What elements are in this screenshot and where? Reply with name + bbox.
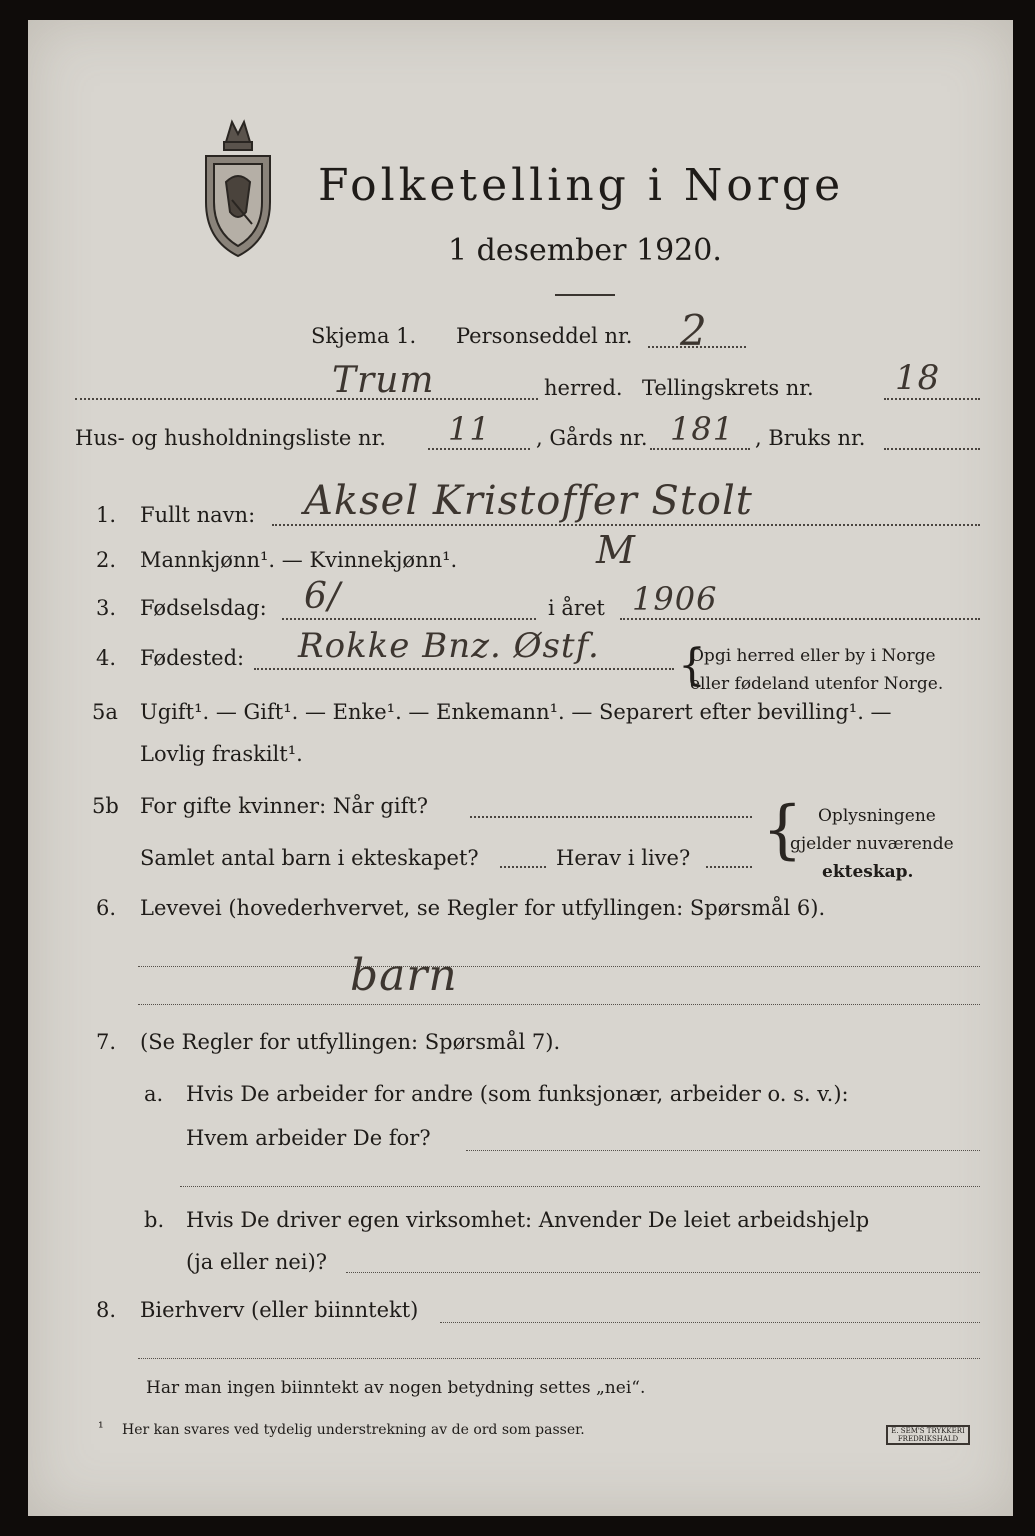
fodselsdag-label: Fødselsdag: (140, 596, 267, 620)
bruks-label: , Bruks nr. (755, 426, 866, 450)
fodested-label: Fødested: (140, 646, 245, 670)
field-1-number: 1. (96, 503, 117, 527)
antal-barn-field-line (500, 866, 546, 868)
hvem-arbeider-field-line (466, 1150, 980, 1151)
field-7b-letter: b. (144, 1208, 165, 1232)
antal-barn-label: Samlet antal barn i ekteskapet? (140, 846, 479, 870)
fodselsaar-value[interactable]: 1906 (632, 580, 718, 618)
arbeider-for-andre-label: Hvis De arbeider for andre (som funksjonær, arbeider o. s. v.): (186, 1082, 849, 1106)
footnote-text: Her kan svares ved tydelig understrekning av de ord som passer. (122, 1422, 585, 1438)
field-5b-number: 5b (92, 794, 119, 818)
fodselsaar-label: i året (548, 596, 605, 620)
tellingskrets-label: Tellingskrets nr. (642, 376, 814, 400)
regler-7-label: (Se Regler for utfyllingen: Spørsmål 7). (140, 1030, 561, 1054)
printer-stamp: E. SEM'S TRYKKERI FREDRIKSHALD (886, 1425, 970, 1445)
field-7a-letter: a. (144, 1082, 164, 1106)
levevei-field-line-1 (138, 966, 980, 967)
bierhverv-label: Bierhverv (eller biinntekt) (140, 1298, 419, 1322)
ekteskap-note-line2: gjelder nuværende (790, 834, 954, 854)
hvem-arbeider-label: Hvem arbeider De for? (186, 1126, 431, 1150)
levevei-value[interactable]: barn (350, 950, 458, 1001)
fullt-navn-field-line (272, 524, 980, 526)
levevei-field-line-2 (138, 1004, 980, 1005)
gards-label: , Gårds nr. (536, 426, 648, 450)
ekteskap-note-line1: Oplysningene (818, 806, 936, 826)
herred-label: herred. (544, 376, 623, 400)
fodested-note-brace: { (678, 640, 706, 691)
norway-coat-of-arms-icon (196, 112, 280, 260)
tellingskrets-field-line (884, 398, 980, 400)
sivilstand-label: Ugift¹. — Gift¹. — Enke¹. — Enkemann¹. — Separert efter bevilling¹. — (140, 700, 892, 724)
bierhverv-field-line-1 (440, 1322, 980, 1323)
personseddel-label: Personseddel nr. (456, 324, 633, 348)
form-title: Folketelling i Norge (318, 160, 845, 211)
levevei-label: Levevei (hovederhvervet, se Regler for utfyllingen: Spørsmål 6). (140, 896, 826, 920)
fodested-value[interactable]: Rokke Bnz. Østf. (298, 626, 600, 666)
naar-gift-label: For gifte kvinner: Når gift? (140, 794, 429, 818)
title-divider (555, 294, 615, 296)
tellingskrets-value[interactable]: 18 (895, 358, 941, 398)
ja-eller-nei-label: (ja eller nei)? (186, 1250, 328, 1274)
bierhverv-field-line-2 (138, 1358, 980, 1359)
ekteskap-note-line3: ekteskap. (822, 862, 914, 882)
naar-gift-field-line (470, 816, 752, 818)
husholdningsliste-field-line (428, 448, 530, 450)
fodselsdag-value[interactable]: 6/ (304, 576, 342, 617)
bruks-field-line (884, 448, 980, 450)
herav-i-live-field-line (706, 866, 752, 868)
egen-virksomhet-label: Hvis De driver egen virksomhet: Anvender De leiet arbeidshjelp (186, 1208, 870, 1232)
footnote-mark: ¹ (98, 1420, 104, 1436)
husholdningsliste-label: Hus- og husholdningsliste nr. (75, 426, 386, 450)
gards-field-line (650, 448, 750, 450)
sivilstand-label-2: Lovlig fraskilt¹. (140, 742, 303, 766)
form-date: 1 desember 1920. (448, 233, 722, 268)
field-7a-extra-line (180, 1186, 980, 1187)
kjonn-label: Mannkjønn¹. — Kvinnekjønn¹. (140, 548, 458, 572)
kjonn-mark[interactable]: M (596, 528, 636, 572)
fodested-note-line1: Opgi herred eller by i Norge (690, 646, 936, 666)
field-8-number: 8. (96, 1298, 117, 1322)
field-7-number: 7. (96, 1030, 117, 1054)
herav-i-live-label: Herav i live? (556, 846, 691, 870)
fullt-navn-value[interactable]: Aksel Kristoffer Stolt (304, 478, 753, 524)
field-4-number: 4. (96, 646, 117, 670)
gards-value[interactable]: 181 (670, 410, 735, 448)
biinntekt-note: Har man ingen biinntekt av nogen betydning settes „nei“. (146, 1378, 646, 1398)
fullt-navn-label: Fullt navn: (140, 503, 256, 527)
ja-eller-nei-field-line (346, 1272, 980, 1273)
fodested-note-line2: eller fødeland utenfor Norge. (690, 674, 944, 694)
fodested-field-line (254, 668, 674, 670)
field-5a-number: 5a (92, 700, 118, 724)
husholdningsliste-value[interactable]: 11 (448, 410, 491, 448)
personseddel-value[interactable]: 2 (680, 306, 708, 355)
fodselsdag-field-line (282, 618, 536, 620)
field-6-number: 6. (96, 896, 117, 920)
field-2-number: 2. (96, 548, 117, 572)
field-3-number: 3. (96, 596, 117, 620)
herred-field-line (75, 398, 538, 400)
schema-label: Skjema 1. (311, 324, 417, 348)
herred-value[interactable]: Trum (332, 360, 435, 401)
ekteskap-note-brace: { (762, 793, 803, 867)
fodselsaar-field-line (620, 618, 980, 620)
